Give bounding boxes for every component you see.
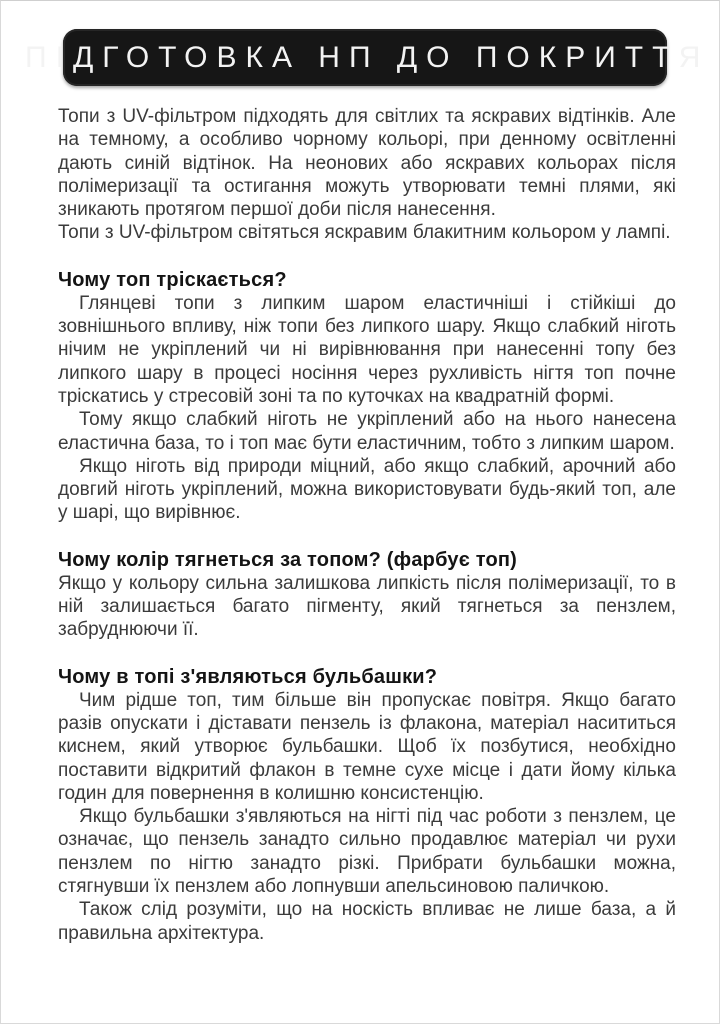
title-banner bbox=[25, 29, 710, 86]
section-color-drag-paragraph-1: Якщо у кольору сильна залишкова липкість після полімеризації, то в ній залишається багато пігменту, який тягнеться за пензлем, забруднюючи її. bbox=[58, 572, 676, 641]
section-cracking-paragraph-2: Тому якщо слабкий ніготь не укріплений або на нього нанесена еластична база, то і топ має бути еластичним, тобто з липким шаром. bbox=[58, 409, 676, 454]
section-bubbles-paragraph-1: Чим рідше топ, тим більше він пропускає повітря. Якщо багато разів опускати і діставати пензель із флакона, матеріал насититься киснем, який утворює бульбашки. Щоб їх позбутися, необхідно поставити відкритий флакон в темне сухе місце і дати йому кілька годин для повернення в колишню консистенцію. bbox=[58, 689, 676, 804]
section-heading-bubbles: Чому в топі з'являються бульбашки? bbox=[58, 665, 438, 688]
intro-paragraph-lamp-glow: Топи з UV-фільтром світяться яскравим блакитним кольором у лампі. bbox=[58, 222, 671, 244]
section-bubbles-paragraph-3: Також слід розуміти, що на носкість впливає не лише база, а й правильна архітектура. bbox=[58, 899, 676, 944]
section-bubbles-paragraph-2: Якщо бульбашки з'являються на нігті під час роботи з пензлем, це означає, що пензель занадто сильно продавлює матеріал чи рухи пензлем по нігтю занадто різкі. Прибрати бульбашки можна, стягнувши їх пензлем або лопнувши апельсиновою паличкою. bbox=[58, 806, 676, 898]
section-heading-top-cracking: Чому топ тріскається? bbox=[58, 268, 287, 291]
section-cracking-paragraph-1: Глянцеві топи з липким шаром еластичніші і стійкіші до зовнішнього впливу, ніж топи без липкого шару. Якщо слабкий ніготь нічим не укріплений чи ні вирівнювання при нанесенні топу без липкого шару в процесі носіння через рухливість нігтя топ почне тріскатись у стресовій зоні та по куточках на квадратній формі. bbox=[58, 292, 676, 407]
document-body bbox=[58, 105, 676, 945]
section-cracking-paragraph-3: Якщо ніготь від природи міцний, або якщо слабкий, арочний або довгий ніготь укріплений, можна використовувати будь-який топ, але у шарі, що вирівнює. bbox=[58, 455, 676, 524]
section-heading-color-drag: Чому колір тягнеться за топом? (фарбує топ) bbox=[58, 548, 518, 571]
page-title: ПІДГОТОВКА НП ДО ПОКРИТТЯ bbox=[25, 40, 710, 74]
intro-paragraph-uv-filter: Топи з UV-фільтром підходять для світлих та яскравих відтінків. Але на темному, а особливо чорному кольорі, при денному освітленні дають синій відтінок. На неонових або яскравих кольорах після полімеризації та остигання можуть утворювати темні плями, які зникають протягом першої доби після нанесення. bbox=[58, 106, 676, 221]
